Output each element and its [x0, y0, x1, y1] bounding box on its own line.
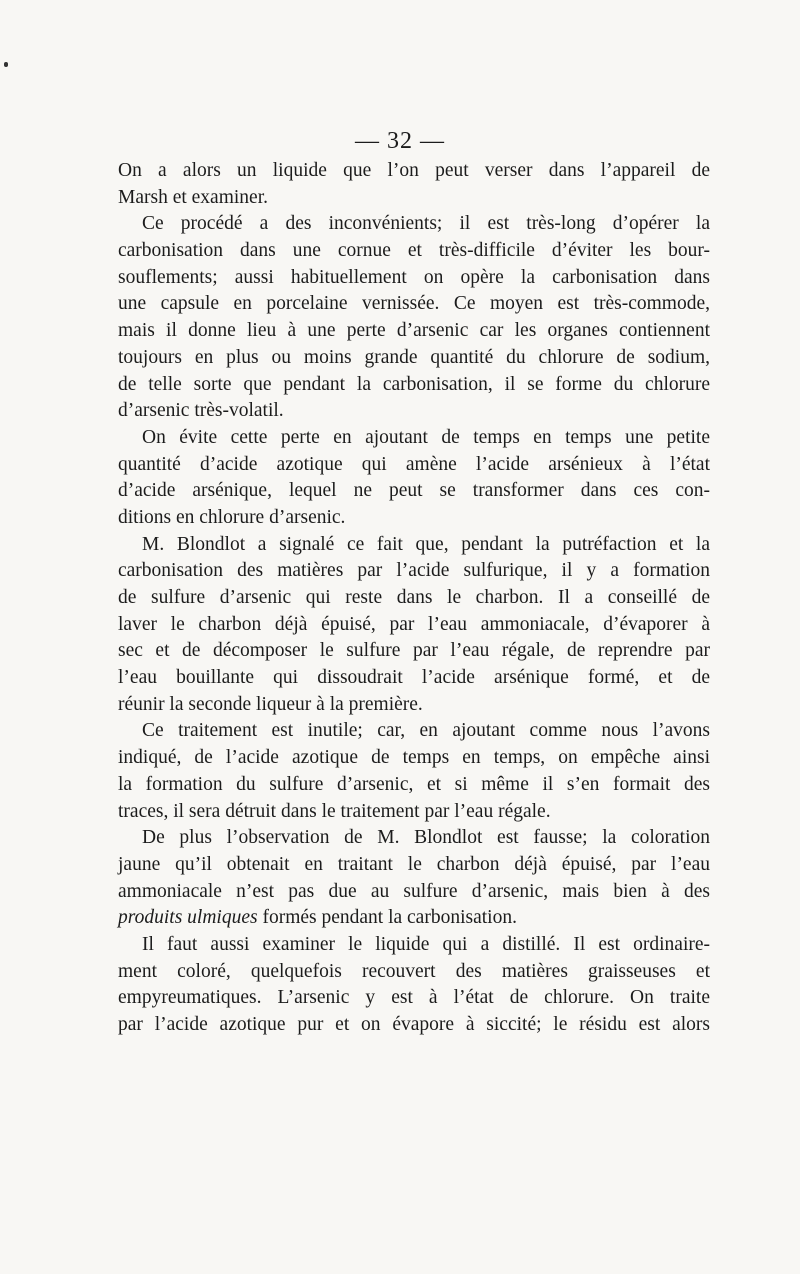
text-line: De plus l’observation de M. Blondlot est fausse; la coloration	[142, 827, 710, 849]
text-line: ammoniacale n’est pas due au sulfure d’arsenic, mais bien à des	[118, 880, 710, 902]
text-line: laver le charbon déjà épuisé, par l’eau ammoniacale, d’évaporer à	[118, 613, 710, 635]
text-line: carbonisation dans une cornue et très-difficile d’éviter les bour-	[118, 240, 710, 262]
text-line: l’eau bouillante qui dissoudrait l’acide arsénique formé, et de	[118, 667, 710, 689]
text-line: Ce traitement est inutile; car, en ajoutant comme nous l’avons	[142, 720, 710, 742]
text-line: quantité d’acide azotique qui amène l’acide arsénieux à l’état	[118, 453, 710, 475]
text-line: On évite cette perte en ajoutant de temps en temps une petite	[142, 426, 710, 448]
body-text	[118, 158, 710, 1039]
text-line: jaune qu’il obtenait en traitant le charbon déjà épuisé, par l’eau	[118, 853, 710, 875]
text-line: On a alors un liquide que l’on peut verser dans l’appareil de	[118, 160, 710, 181]
text-line: mais il donne lieu à une perte d’arsenic car les organes contiennent	[118, 320, 710, 342]
page-number: — 32 —	[355, 128, 445, 154]
text-line: Marsh et examiner.	[118, 186, 268, 208]
text-fragment: formés pendant la carbonisation.	[262, 907, 517, 929]
text-line: réunir la seconde liqueur à la première.	[118, 693, 423, 715]
text-line: Il faut aussi examiner le liquide qui a distillé. Il est ordinaire-	[142, 933, 710, 955]
text-line: carbonisation des matières par l’acide sulfurique, il y a formation	[118, 560, 710, 582]
italic-phrase: produits ulmiques	[118, 907, 258, 929]
text-line: d’arsenic très-volatil.	[118, 400, 284, 422]
text-line: ment coloré, quelquefois recouvert des matières graisseuses et	[118, 960, 710, 982]
ink-speck	[4, 62, 8, 67]
text-line: empyreumatiques. L’arsenic y est à l’état de chlorure. On traite	[118, 987, 710, 1009]
text-line: la formation du sulfure d’arsenic, et si même il s’en formait des	[118, 773, 710, 795]
text-line: sec et de décomposer le sulfure par l’eau régale, de reprendre par	[118, 640, 710, 662]
text-line-with-italic	[118, 905, 710, 932]
text-line: souflements; aussi habituellement on opère la carbonisation dans	[118, 266, 710, 288]
text-line: une capsule en porcelaine vernissée. Ce moyen est très-commode,	[118, 293, 710, 315]
text-line: de telle sorte que pendant la carbonisation, il se forme du chlorure	[118, 373, 710, 395]
text-line: indiqué, de l’acide azotique de temps en temps, on empêche ainsi	[118, 747, 710, 769]
text-line: d’acide arsénique, lequel ne peut se transformer dans ces con-	[118, 480, 710, 502]
text-line: ditions en chlorure d’arsenic.	[118, 506, 346, 528]
text-line: Ce procédé a des inconvénients; il est très-long d’opérer la	[142, 213, 710, 235]
text-line: toujours en plus ou moins grande quantité du chlorure de sodium,	[118, 346, 710, 368]
text-line: par l’acide azotique pur et on évapore à siccité; le résidu est alors	[118, 1014, 710, 1035]
text-line: traces, il sera détruit dans le traitement par l’eau régale.	[118, 800, 551, 822]
text-line: de sulfure d’arsenic qui reste dans le charbon. Il a conseillé de	[118, 587, 710, 608]
text-line: M. Blondlot a signalé ce fait que, pendant la putréfaction et la	[142, 533, 710, 555]
